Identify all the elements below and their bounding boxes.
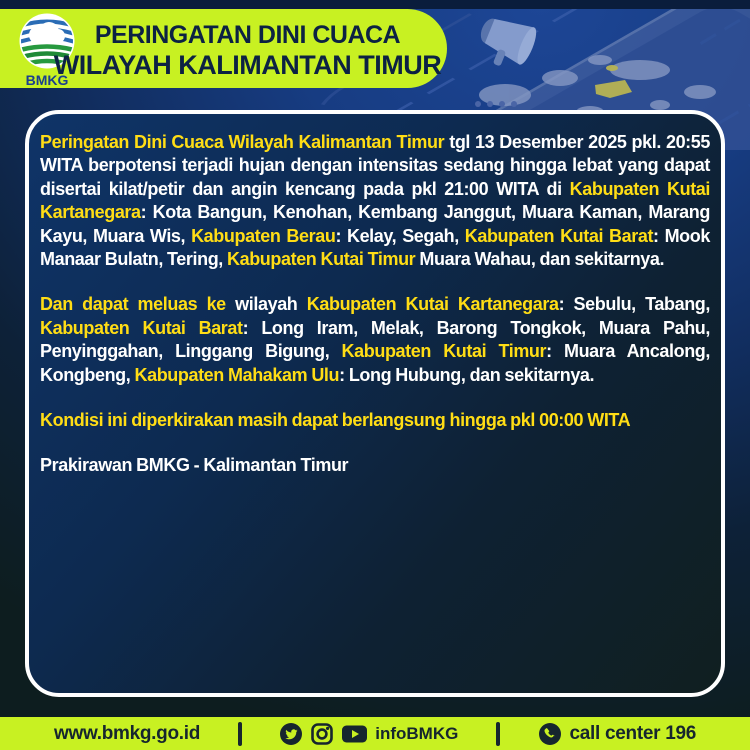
page-title-line2: WILAYAH KALIMANTAN TIMUR [53, 50, 442, 80]
social-handle[interactable]: infoBMKG [375, 723, 459, 743]
page-title-line1: PERINGATAN DINI CUACA [94, 21, 401, 49]
website-link[interactable]: www.bmkg.go.id [54, 722, 201, 744]
warning-paragraph-2: Dan dapat meluas ke wilayah Kabupaten Kutai Kartanegara: Sebulu, Tabang, Kabupaten Kutai Barat: Long Iram, Melak, Barong Tongkok, Muara Pahu, Penyinggahan, Linggang Bigung, Kabupaten Kutai Timur: Muara Ancalong, Kongbeng, Kabupaten Mahakam Ulu: Long Hubung, dan sekitarnya. [40, 294, 711, 385]
footer-separator-2 [496, 722, 500, 746]
call-center-group [538, 722, 696, 746]
top-strip [0, 0, 750, 9]
header-titles [54, 15, 441, 86]
instagram-icon[interactable] [310, 722, 334, 746]
twitter-icon[interactable] [279, 722, 303, 746]
social-group [279, 722, 458, 746]
megaphone-icon [471, 9, 539, 75]
phone-icon [538, 722, 562, 746]
warning-paragraph-1: Peringatan Dini Cuaca Wilayah Kalimantan Timur tgl 13 Desember 2025 pkl. 20:55 WITA berpotensi terjadi hujan dengan intensitas sedang hingga lebat yang dapat disertai kilat/petir dan angin kencang pada pkl 21:00 WITA di Kabupaten Kutai Kartanegara: Kota Bangun, Kenohan, Kembang Janggut, Muara Kaman, Marang Kayu, Muara Wis, Kabupaten Berau: Kelay, Segah, Kabupaten Kutai Barat: Mook Manaar Bulatn, Tering, Kabupaten Kutai Timur Muara Wahau, dan sekitarnya. [40, 132, 710, 270]
forecaster-signature: Prakirawan BMKG - Kalimantan Timur [40, 455, 349, 476]
warning-panel [25, 110, 725, 697]
warning-paragraph-3: Kondisi ini diperkirakan masih dapat berlangsung hingga pkl 00:00 WITA [40, 410, 631, 431]
footer-separator [238, 722, 242, 746]
youtube-icon[interactable] [341, 722, 368, 746]
logo-label: BMKG [25, 72, 69, 88]
footer-bar [0, 717, 750, 750]
header-banner [0, 9, 447, 88]
call-center-label[interactable]: call center 196 [569, 722, 696, 744]
